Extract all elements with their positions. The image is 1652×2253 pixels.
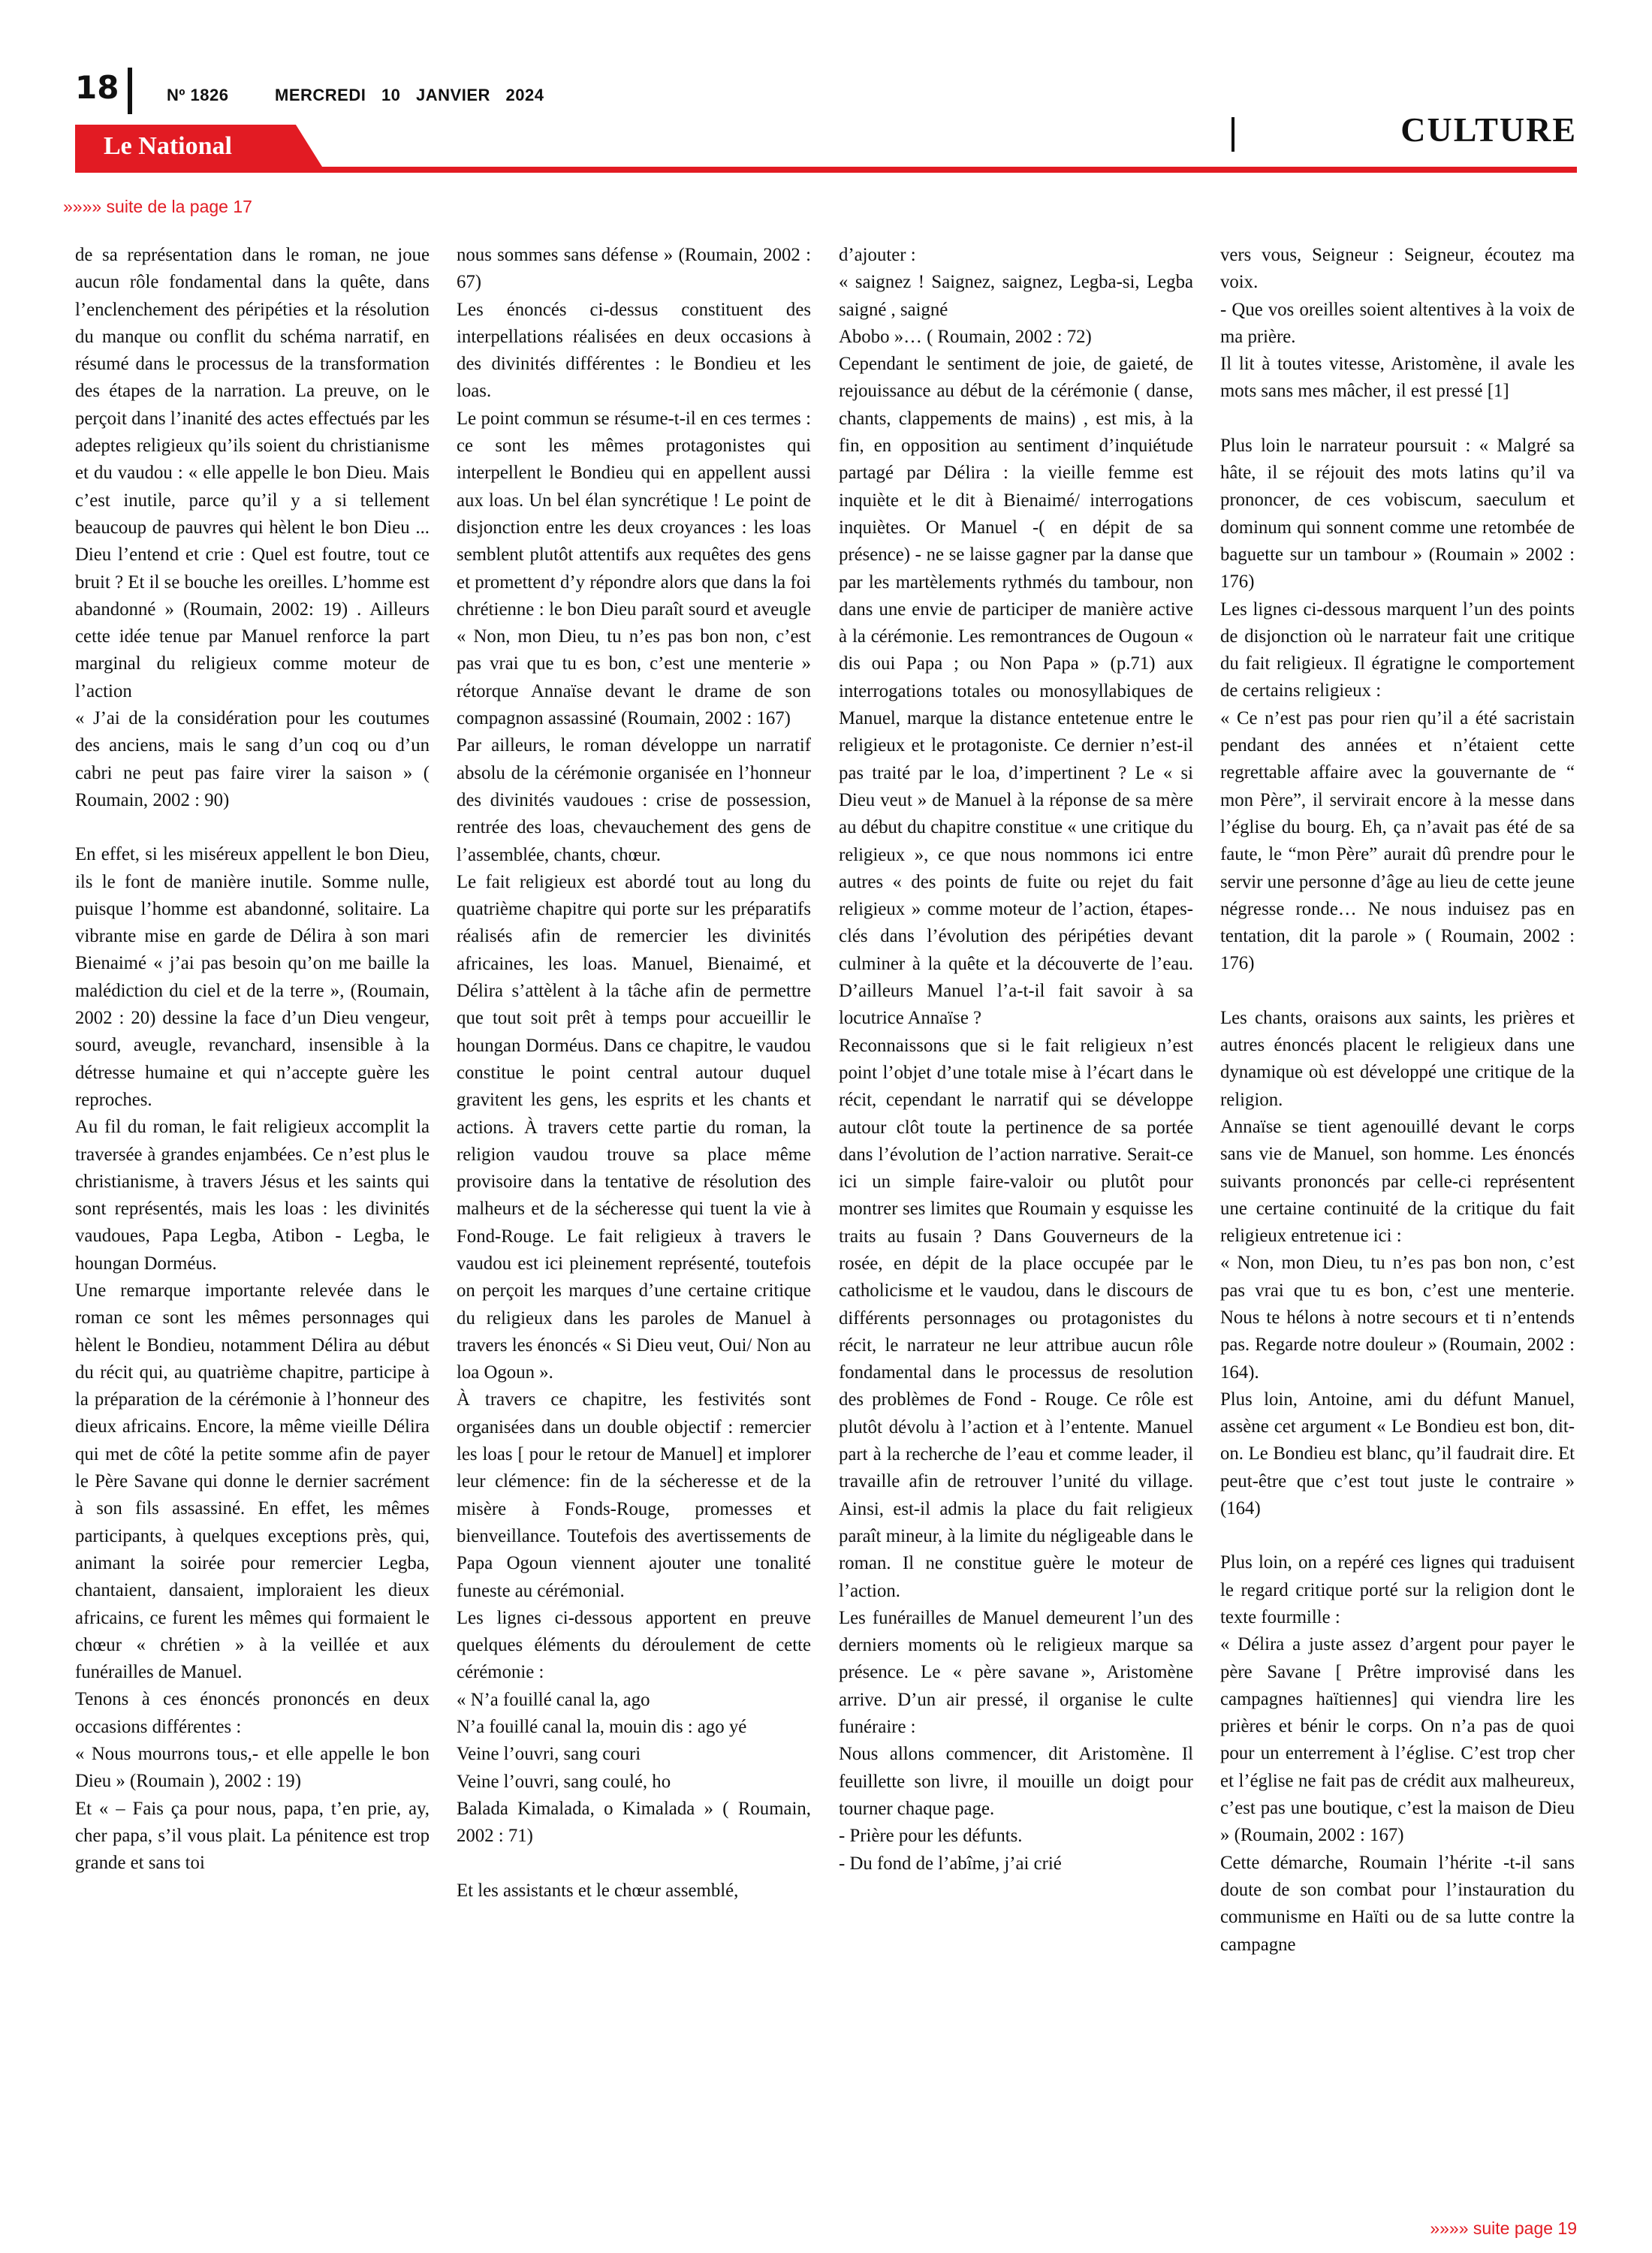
paragraph: Une remarque importante relevée dans le roman ce sont les mêmes personnages qui hèlent le Bondieu, notamment Délira au début du récit qui, au quatrième chapitre, participe à la préparation de la cérémonie à l’honneur des dieux africains. Encore, la même vieille Délira qui met de côté la petite somme afin de payer le Père Savane qui donne le dernier sacrément à son fils assassiné. En effet, les mêmes participants, à quelques exceptions près, qui, animant la soirée pour remercier Legba, chantaient, dansaient, imploraient les dieux africains, ce furent les mêmes qui formaient le chœur « chrétien » à la veillée et aux funérailles de Manuel. (75, 1280, 430, 1683)
paragraph: « Non, mon Dieu, tu n’es pas bon non, c’est pas vrai que tu es bon, c’est une menterie. Nous te hélons à notre secours et ti n’entends pas. Regarde notre douleur » (Roumain, 2002 : 164). (1220, 1253, 1575, 1383)
header-rule (299, 167, 1577, 173)
paragraph: Le point commun se résume-t-il en ces termes : ce sont les mêmes protagonistes qui interpellent le Bondieu qui en appellent aussi aux loas. Un bel élan syncrétique ! Le point de disjonction entre les deux croyances : les loas semblent plutôt attentifs aux requêtes des gens et promettent d’y répondre alors que dans la foi chrétienne : le bon Dieu paraît sourd et aveugle « Non, mon Dieu, tu n’es pas bon non, c’est pas vrai que tu es bon, c’est une menterie » rétorque Annaïse devant le drame de son compagnon assassiné (Roumain, 2002 : 167) (457, 408, 811, 729)
paragraph: En effet, si les miséreux appellent le bon Dieu, ils le font de manière inutile. Somme nulle, puisque l’homme est abandonné, solitaire. La vibrante mise en garde de Délira à son mari Bienaimé « j’ai pas besoin qu’on me baille la malédiction du ciel et de la terre », (Roumain, 2002 : 20) dessine la face d’un Dieu vengeur, sourd, aveugle, revanchard, insensible à la détresse humaine et qui n’accepte guère les reproches. (75, 844, 430, 1110)
list-item: - Que vos oreilles soient altentives à la voix de ma prière. (1220, 299, 1575, 347)
paragraph: Annaïse se tient agenouillé devant le corps sans vie de Manuel, son homme. Les énoncés suivants prononcés par celle-ci représentent une certaine continuité de la critique du fait religieux entretenue ici : (1220, 1116, 1575, 1247)
quote-line: Veine l’ouvri, sang coulé, ho (457, 1771, 671, 1792)
paragraph: Tenons à ces énoncés prononcés en deux occasions différentes : (75, 1689, 430, 1737)
paragraph: « Délira a juste assez d’argent pour payer le père Savane [ Prêtre improvisé dans les campagnes haïtiennes] qui viendra lire les prières et bénir le corps. On n’a pas de quoi pour un enterrement à l’église. C’est trop cher et l’église ne fait pas de crédit aux malheureux, c’est pas une boutique, c’est la maison de Dieu » (Roumain, 2002 : 167) (1220, 1634, 1575, 1846)
paragraph: Les lignes ci-dessous apportent en preuve quelques éléments du déroulement de cette cérémonie : (457, 1607, 811, 1683)
list-item: - Du fond de l’abîme, j’ai crié (839, 1853, 1062, 1874)
section-title: CULTURE (1400, 110, 1577, 149)
paragraph: vers vous, Seigneur : Seigneur, écoutez ma voix. (1220, 245, 1575, 293)
paragraph: Au fil du roman, le fait religieux accomplit la traversée à grandes enjambées. Ce n’est plus le christianisme, à travers Jésus et les saints qui sont représentés, mais les loas : les divinités vaudoues, Papa Legba, Atibon - Legba, le houngan Dorméus. (75, 1117, 430, 1274)
paragraph: Nous allons commencer, dit Aristomène. Il feuillette son livre, il mouille un doigt pour tourner chaque page. (839, 1744, 1193, 1819)
paragraph: Plus loin le narrateur poursuit : « Malgré sa hâte, il se réjouit des mots latins qu’il va prononcer, de ces vobiscum, saeculum et dominum qui sonnent comme une retombée de baguette sur un tambour » (Roumain » 2002 : 176) (1220, 435, 1575, 593)
paragraph: Plus loin, Antoine, ami du défunt Manuel, assène cet argument « Le Bondieu est bon, dit-on. Le Bondieu est blanc, qu’il faudrait dire. Et peut-être que c’est tout juste le contraire » (164) (1220, 1389, 1575, 1519)
paragraph: nous sommes sans défense » (Roumain, 2002 : 67) (457, 245, 811, 293)
quote-line: Balada Kimalada, o Kimalada » ( Roumain, 2002 : 71) (457, 1798, 811, 1847)
paragraph: de sa représentation dans le roman, ne joue aucun rôle fondamental dans la quête, dans l’enclenchement des péripéties et la résolution du manque ou conflit du schéma narratif, en résumé dans le processus de la transformation des étapes de la narration. La preuve, on le perçoit dans l’inanité des actes effectués par les adeptes religieux qu’ils soient du christianisme et du vaudou : « elle appelle le bon Dieu. Mais c’est inutile, parce qu’il y a si tellement beaucoup de pauvres qui hèlent le bon Dieu ... Dieu l’entend et crie : Quel est foutre, tout ce bruit ? Et il se bouche les oreilles. L’homme est abandonné » (Roumain, 2002: 19) . Ailleurs cette idée tenue par Manuel renforce la part marginal du religieux comme moteur de l’action (75, 245, 430, 701)
page-number-divider (128, 68, 132, 114)
issue-date: MERCREDI 10 JANVIER 2024 (275, 86, 544, 104)
brand-name: Le National (104, 132, 232, 160)
quote-line: Abobo »… ( Roumain, 2002 : 72) (839, 326, 1092, 347)
paragraph: « Ce n’est pas pour rien qu’il a été sacristain pendant des années et n’étaient cette regrettable affaire avec la gouvernante de “ mon Père”, il servirait encore à la messe dans l’église du bourg. Eh, ça n’avait pas été de sa faute, le “mon Père” aurait dû prendre pour le servir une personne d’âge au lieu de cette jeune négresse ronde… Ne nous induisez pas en tentation, dit la parole » ( Roumain, 2002 : 176) (1220, 707, 1575, 974)
paragraph: Cependant le sentiment de joie, de gaieté, de rejouissance au début de la cérémonie ( danse, chants, clappements de mains) , est mis, à la fin, en opposition au sentiment d’inquiétude partagé par Délira : la vieille femme est inquiète et le dit à Bienaimé/ interrogations inquiètes. Or Manuel -( en dépit de sa présence) - ne se laisse gagner par la danse que par les martèlements rythmés du tambour, non dans une envie de participer de manière active à la cérémonie. Les remontrances de Ougoun « dis oui Papa ; ou Non Papa » (p.71) aux interrogations totales ou monosyllabiques de Manuel, marque la distance entetenue entre le religieux et le protagoniste. Ce dernier n’est-il pas traité par le loa, d’impertinent ? Le « si Dieu veut » de Manuel à la réponse de sa mère au début du chapitre constitue « une critique du religieux », ce que nous nommons ici entre autres « des points de fuite ou rejet du fait religieux » comme moteur de l’action, étapes-clés dans l’évolution des péripéties devant culminer à la quête et la découverte de l’eau. D’ailleurs Manuel l’a-t-il fait savoir à sa locutrice Annaïse ? (839, 354, 1193, 1029)
article-column-3 (839, 242, 1193, 2209)
paragraph: Et les assistants et le chœur assemblé, (457, 1880, 739, 1901)
quote-line: « N’a fouillé canal la, ago (457, 1689, 650, 1710)
paragraph: Cette démarche, Roumain l’hérite -t-il sans doute de son combat pour l’instauration du communisme en Haïti ou de sa lutte contre la campagne (1220, 1852, 1575, 1955)
quote-line: « saignez ! Saignez, saignez, Legba-si, Legba saigné , saigné (839, 272, 1193, 320)
article-column-1 (75, 242, 430, 2209)
quote-line: N’a fouillé canal la, mouin dis : ago yé (457, 1717, 747, 1738)
paragraph: Il lit à toutes vitesse, Aristomène, il avale les mots sans mes mâcher, il est pressé [1] (1220, 354, 1575, 402)
paragraph: Les énoncés ci-dessus constituent des interpellations réalisées en deux occasions à des divinités différentes : le Bondieu et les loas. (457, 299, 811, 402)
article-column-4 (1220, 242, 1575, 2209)
paragraph: Le fait religieux est abordé tout au long du quatrième chapitre qui porte sur les préparatifs réalisés afin de remercier les divinités africaines, les loas. Manuel, Bienaimé, et Délira s’attèlent à la tâche afin de permettre que tout soit prêt à temps pour accueillir le houngan Dorméus. Dans ce chapitre, le vaudou constitue le point central autour duquel gravitent les gens, les esprits et les chants et actions. À travers cette partie du roman, la religion vaudou trouve sa place même provisoire dans la tentative de résolution des malheurs et de la sécheresse qui tuent la vie à Fond-Rouge. Le fait religieux à travers le vaudou est ici pleinement représenté, toutefois on perçoit les marques d’une certaine critique du religieux dans les paroles de Manuel à travers les énoncés « Si Dieu veut, Oui/ Non au loa Ogoun ». (457, 871, 811, 1383)
quote-line: Veine l’ouvri, sang couri (457, 1744, 641, 1765)
paragraph: d’ajouter : (839, 245, 916, 265)
list-item: - Prière pour les défunts. (839, 1826, 1023, 1847)
paragraph: Les lignes ci-dessous marquent l’un des points de disjonction où le narrateur fait une critique du fait religieux. Il égratigne le comportement de certains religieux : (1220, 599, 1575, 701)
page-header (0, 0, 1652, 180)
paragraph: Plus loin, on a repéré ces lignes qui traduisent le regard critique porté sur la religion dont le texte fourmille : (1220, 1552, 1575, 1627)
section-divider (1231, 117, 1234, 152)
paragraph: Et « – Fais ça pour nous, papa, t’en prie, ay, cher papa, s’il vous plait. La pénitence est trop grande et sans toi (75, 1798, 430, 1874)
page-number: 18 (75, 69, 119, 106)
paragraph: Par ailleurs, le roman développe un narratif absolu de la cérémonie organisée en l’honneur des divinités vaudoues : crise de possession, rentrée des loas, chevauchement des gens de l’assemblée, chants, chœur. (457, 735, 811, 865)
continued-from-link[interactable]: »»»» suite de la page 17 (63, 197, 252, 216)
paragraph: « Nous mourrons tous,- et elle appelle le bon Dieu » (Roumain ), 2002 : 19) (75, 1744, 430, 1792)
paragraph: Reconnaissons que si le fait religieux n’est point l’objet d’une totale mise à l’écart dans le récit, cependant le narratif qui se développe autour clôt toute la pertinence de sa portée dans l’évolution de l’action narrative. Serait-ce ici un simple faire-valoir ou plutôt pour montrer ses limites que Roumain y esquisse les traits au fusain ? Dans Gouverneurs de la rosée, en dépit de la place occupée par le catholicisme et le vaudou, dans le discours de différents personnages ou protagonistes du récit, le narrateur ne leur attribue aucun rôle fondamental dans le processus de resolution des problèmes de Fond - Rouge. Ce rôle est plutôt dévolu à l’action et à l’entente. Manuel part à la recherche de l’eau et comme leader, il travaille afin de retrouver l’unité du village. Ainsi, est-il admis la place du fait religieux paraît mineur, à la limite du négligeable dans le roman. Il ne constitue guère le moteur de l’action. (839, 1035, 1193, 1601)
paragraph: Les funérailles de Manuel demeurent l’un des derniers moments où le religieux marque sa présence. Le « père savane », Aristomène arrive. D’un air pressé, il organise le culte funéraire : (839, 1607, 1193, 1738)
article-column-2 (457, 242, 811, 2209)
paragraph: À travers ce chapitre, les festivités sont organisées dans un double objectif : remercier les loas [ pour le retour de Manuel] et implorer leur clémence: fin de la sécheresse et de la misère à Fonds-Rouge, promesses et bienveillance. Toutefois des avertissements de Papa Ogoun viennent ajouter une tonalité funeste au cérémonial. (457, 1389, 811, 1601)
issue-number: Nº 1826 (167, 86, 229, 104)
paragraph: Les chants, oraisons aux saints, les prières et autres énoncés placent le religieux dans une dynamique où est développé une critique de la religion. (1220, 1007, 1575, 1110)
continued-to-link[interactable]: »»»» suite page 19 (1430, 2218, 1577, 2238)
paragraph: « J’ai de la considération pour les coutumes des anciens, mais le sang d’un coq ou d’un cabri ne peut pas faire virer la saison » ( Roumain, 2002 : 90) (75, 708, 430, 810)
